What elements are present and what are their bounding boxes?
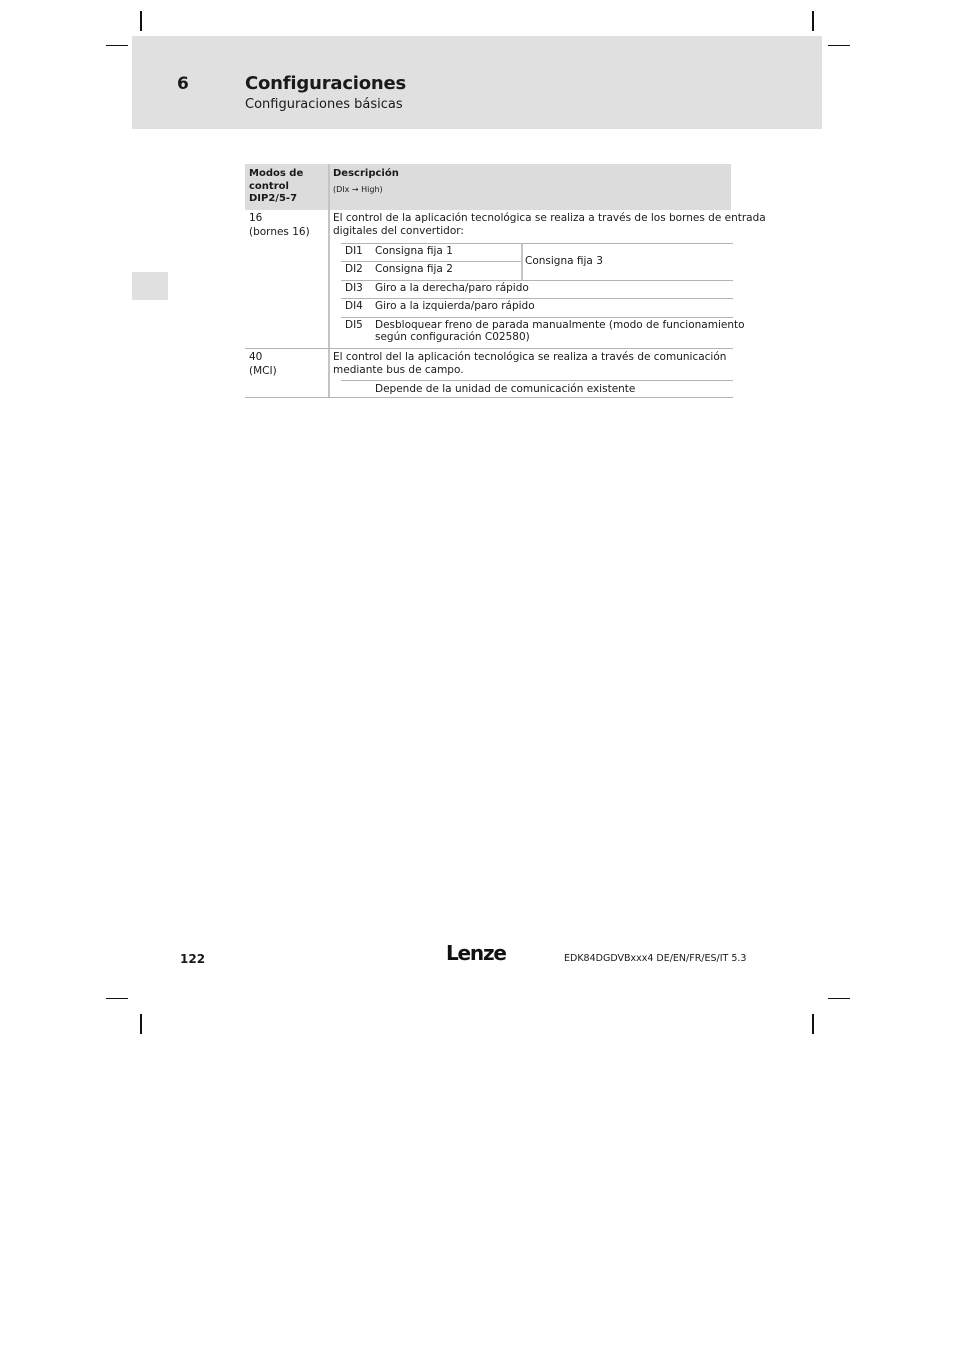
sub-column-divider [521, 244, 523, 280]
chapter-title: Configuraciones [245, 73, 407, 94]
bus-note: Depende de la unidad de comunicación existente [375, 383, 636, 395]
mode-label: (bornes 16) [249, 226, 310, 238]
chapter-number: 6 [177, 74, 189, 94]
crop-mark [828, 45, 850, 46]
crop-mark [828, 998, 850, 999]
input-function: Giro a la izquierda/paro rápido [375, 300, 535, 312]
input-id: DI3 [345, 282, 363, 294]
description-line: mediante bus de campo. [333, 364, 464, 376]
table-bottom-border [245, 397, 733, 398]
combined-setpoint-label: Consigna fija 3 [525, 255, 603, 267]
input-function: según configuración C02580) [375, 331, 530, 343]
table-header-background [245, 164, 731, 210]
crop-mark [106, 45, 128, 46]
crop-mark [106, 998, 128, 999]
row-divider [341, 243, 733, 244]
input-function: Consigna fija 2 [375, 263, 453, 275]
row-divider [341, 317, 733, 318]
mode-value: 16 [249, 212, 263, 224]
col1-header-line: Modos de [249, 168, 304, 179]
crop-mark [812, 1014, 814, 1034]
chapter-subtitle: Configuraciones básicas [245, 97, 403, 112]
row-divider [341, 380, 733, 381]
mode-label: (MCI) [249, 365, 277, 377]
column-divider [328, 164, 330, 398]
document-id: EDK84DGDVBxxx4 DE/EN/FR/ES/IT 5.3 [564, 953, 747, 964]
input-function: Consigna fija 1 [375, 245, 453, 257]
chapter-header-band [132, 36, 822, 129]
brand-logo: Lenze [446, 941, 506, 965]
col1-header-line: control [249, 181, 289, 192]
row-divider [245, 348, 733, 349]
row-divider [341, 261, 521, 262]
side-tab-marker [132, 272, 168, 300]
input-id: DI2 [345, 263, 363, 275]
col2-header: Descripción [333, 168, 399, 179]
description-line: El control de la aplicación tecnológica se realiza a través de los bornes de entrada [333, 212, 766, 224]
row-divider [341, 298, 733, 299]
description-line: El control del la aplicación tecnológica se realiza a través de comunicación [333, 351, 727, 363]
input-id: DI1 [345, 245, 363, 257]
description-line: digitales del convertidor: [333, 225, 464, 237]
col2-header-note: (DIx → High) [333, 185, 383, 194]
mode-value: 40 [249, 351, 263, 363]
input-function: Desbloquear freno de parada manualmente (modo de funcionamiento [375, 319, 745, 331]
crop-mark [140, 11, 142, 31]
input-id: DI4 [345, 300, 363, 312]
crop-mark [140, 1014, 142, 1034]
row-divider [341, 280, 733, 281]
crop-mark [812, 11, 814, 31]
input-function: Giro a la derecha/paro rápido [375, 282, 529, 294]
col1-header-line: DIP2/5-7 [249, 193, 298, 204]
input-id: DI5 [345, 319, 363, 331]
page-number: 122 [180, 952, 206, 966]
